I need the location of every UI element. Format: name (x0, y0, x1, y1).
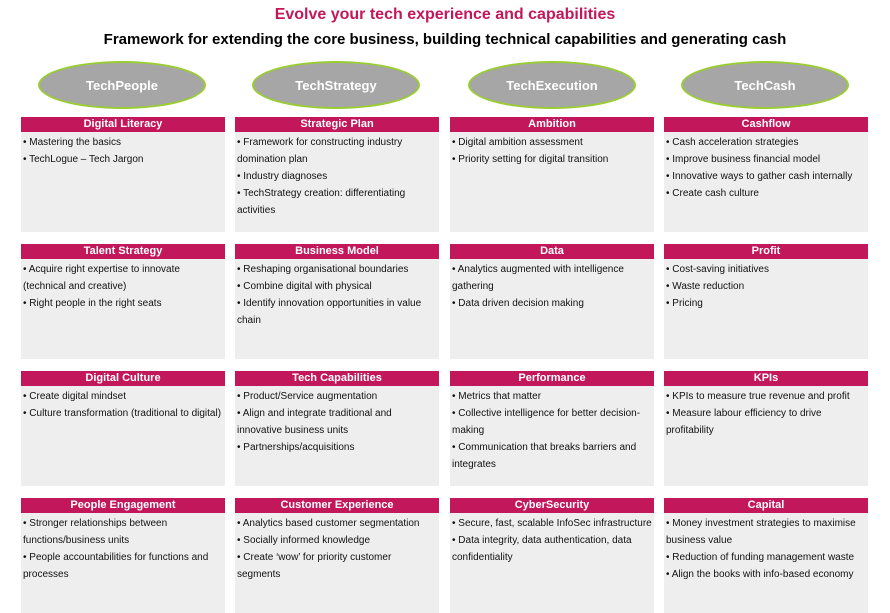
page-title: Evolve your tech experience and capabilities (274, 6, 616, 23)
card-bullets (235, 259, 439, 329)
bullet-item: • Communication that breaks barriers and integrates (452, 442, 637, 470)
bullet-item: • Create ‘wow’ for priority customer segments (237, 552, 392, 580)
card-bullets (664, 259, 868, 312)
bullet-item: • Acquire right expertise to innovate (technical and creative) (23, 264, 180, 292)
bullet-item: • Socially informed knowledge (237, 535, 371, 546)
bullet-item: • Cash acceleration strategies (666, 137, 799, 148)
card-cybersecurity (450, 498, 654, 613)
bullet-item: • Partnerships/acquisitions (237, 442, 355, 453)
bullet-item: • Innovative ways to gather cash internally (666, 171, 853, 182)
card-data (450, 244, 654, 359)
bullet-item: • Combine digital with physical (237, 281, 372, 292)
card-cashflow (664, 117, 868, 232)
card-title: Cashflow (664, 117, 868, 132)
bullet-item: • Align the books with info-based economy (666, 569, 854, 580)
pillar-techcash: TechCash (681, 61, 849, 109)
card-strategic-plan (235, 117, 439, 232)
card-bullets (235, 386, 439, 456)
card-people-engagement (21, 498, 225, 613)
card-capital (664, 498, 868, 613)
bullet-item: • TechStrategy creation: differentiating activities (237, 188, 406, 216)
bullet-item: • Reduction of funding management waste (666, 552, 855, 563)
card-title: Tech Capabilities (235, 371, 439, 386)
bullet-item: • TechLogue – Tech Jargon (23, 154, 144, 165)
card-bullets (235, 513, 439, 583)
bullet-item: • Data driven decision making (452, 298, 584, 309)
pillar-techpeople: TechPeople (38, 61, 206, 109)
bullet-item: • Analytics augmented with intelligence gathering (452, 264, 624, 292)
bullet-item: • Stronger relationships between functions/business units (23, 518, 168, 546)
card-bullets (450, 132, 654, 168)
pillar-techstrategy: TechStrategy (252, 61, 420, 109)
bullet-item: • Product/Service augmentation (237, 391, 378, 402)
card-title: Ambition (450, 117, 654, 132)
bullet-item: • Cost-saving initiatives (666, 264, 769, 275)
bullet-item: • Digital ambition assessment (452, 137, 583, 148)
card-bullets (664, 386, 868, 439)
bullet-item: • People accountabilities for functions and processes (23, 552, 209, 580)
card-bullets (450, 513, 654, 566)
card-business-model (235, 244, 439, 359)
bullet-item: • Pricing (666, 298, 703, 309)
card-title: Talent Strategy (21, 244, 225, 259)
bullet-item: • Improve business financial model (666, 154, 821, 165)
bullet-item: • Money investment strategies to maximise business value (666, 518, 856, 546)
bullet-item: • Framework for constructing industry domination plan (237, 137, 403, 165)
card-kpis (664, 371, 868, 486)
card-ambition (450, 117, 654, 232)
card-title: Capital (664, 498, 868, 513)
bullet-item: • Mastering the basics (23, 137, 121, 148)
card-bullets (450, 259, 654, 312)
card-bullets (664, 132, 868, 202)
card-tech-capabilities (235, 371, 439, 486)
card-bullets (450, 386, 654, 473)
bullet-item: • Analytics based customer segmentation (237, 518, 420, 529)
bullet-item: • Metrics that matter (452, 391, 542, 402)
card-digital-literacy (21, 117, 225, 232)
bullet-item: • Create cash culture (666, 188, 759, 199)
bullet-item: • Reshaping organisational boundaries (237, 264, 409, 275)
card-customer-experience (235, 498, 439, 613)
card-bullets (664, 513, 868, 583)
card-title: Digital Literacy (21, 117, 225, 132)
bullet-item: • Align and integrate traditional and innovative business units (237, 408, 392, 436)
card-talent-strategy (21, 244, 225, 359)
bullet-item: • Industry diagnoses (237, 171, 328, 182)
card-title: Data (450, 244, 654, 259)
bullet-item: • Create digital mindset (23, 391, 126, 402)
bullet-item: • Identify innovation opportunities in value chain (237, 298, 422, 326)
card-title: Profit (664, 244, 868, 259)
bullet-item: • Secure, fast, scalable InfoSec infrastructure (452, 518, 652, 529)
card-title: CyberSecurity (450, 498, 654, 513)
pillar-techexecution: TechExecution (468, 61, 636, 109)
card-bullets (235, 132, 439, 219)
card-digital-culture (21, 371, 225, 486)
card-title: Strategic Plan (235, 117, 439, 132)
card-bullets (21, 259, 225, 312)
bullet-item: • Waste reduction (666, 281, 745, 292)
bullet-item: • Measure labour efficiency to drive profitability (666, 408, 822, 436)
page-subtitle: Framework for extending the core business, building technical capabilities and generating cash (103, 31, 787, 48)
card-title: Performance (450, 371, 654, 386)
card-performance (450, 371, 654, 486)
bullet-item: • Culture transformation (traditional to digital) (23, 408, 222, 419)
bullet-item: • Data integrity, data authentication, data confidentiality (452, 535, 632, 563)
card-title: KPIs (664, 371, 868, 386)
card-title: People Engagement (21, 498, 225, 513)
bullet-item: • Collective intelligence for better decision-making (452, 408, 641, 436)
card-title: Digital Culture (21, 371, 225, 386)
card-bullets (21, 132, 225, 168)
bullet-item: • KPIs to measure true revenue and profit (666, 391, 850, 402)
card-bullets (21, 386, 225, 422)
card-bullets (21, 513, 225, 583)
card-title: Customer Experience (235, 498, 439, 513)
card-title: Business Model (235, 244, 439, 259)
bullet-item: • Priority setting for digital transition (452, 154, 609, 165)
card-profit (664, 244, 868, 359)
bullet-item: • Right people in the right seats (23, 298, 162, 309)
